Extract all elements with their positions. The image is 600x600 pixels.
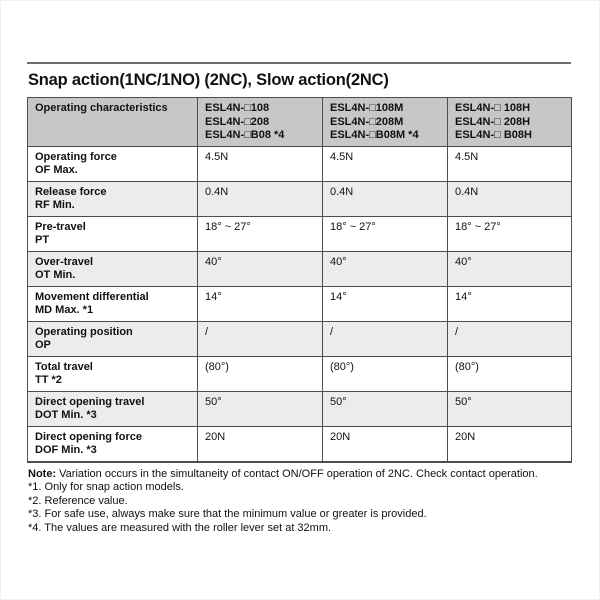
- value-cell: 50°: [323, 392, 448, 427]
- row-label: [28, 147, 198, 182]
- value-cell: 0.4N: [448, 182, 572, 217]
- document-content: [27, 62, 571, 535]
- value-cell: 50°: [448, 392, 572, 427]
- model-name: ESL4N-□B08 *4: [205, 129, 285, 141]
- row-release-force: [28, 182, 572, 217]
- header-operating-characteristics: Operating characteristics: [28, 98, 198, 147]
- model-name: ESL4N-□ 108H: [455, 102, 531, 114]
- value-cell: 4.5N: [448, 147, 572, 182]
- row-name: Operating force: [35, 151, 117, 163]
- row-label: [28, 392, 198, 427]
- row-abbr: DOF Min. *3: [35, 444, 97, 456]
- header-model-column-2: [323, 98, 448, 147]
- value-cell: 14°: [323, 287, 448, 322]
- row-direct-opening-force: [28, 427, 572, 463]
- row-abbr: DOT Min. *3: [35, 409, 97, 421]
- row-label: [28, 357, 198, 392]
- row-abbr: PT: [35, 234, 50, 246]
- footnote-3: *3. For safe use, always make sure that the minimum value or greater is provided.: [28, 508, 427, 521]
- row-direct-opening-travel: [28, 392, 572, 427]
- row-name: Over-travel: [35, 256, 94, 268]
- value-cell: /: [198, 322, 323, 357]
- value-cell: 40°: [448, 252, 572, 287]
- section-title: Snap action(1NC/1NO) (2NC), Slow action(2NC): [28, 71, 389, 89]
- row-pre-travel: [28, 217, 572, 252]
- value-cell: 4.5N: [323, 147, 448, 182]
- value-cell: 0.4N: [323, 182, 448, 217]
- row-name: Release force: [35, 186, 107, 198]
- value-cell: 14°: [448, 287, 572, 322]
- note-line: [28, 468, 571, 481]
- value-cell: 4.5N: [198, 147, 323, 182]
- value-cell: 0.4N: [198, 182, 323, 217]
- top-rule-divider: [27, 62, 571, 64]
- row-abbr: MD Max. *1: [35, 304, 94, 316]
- note-text: Variation occurs in the simultaneity of contact ON/OFF operation of 2NC. Check contact operation.: [56, 468, 538, 480]
- model-name: ESL4N-□208: [205, 115, 270, 128]
- row-abbr: TT *2: [35, 374, 62, 386]
- row-total-travel: [28, 357, 572, 392]
- value-cell: 18° ~ 27°: [198, 217, 323, 252]
- row-abbr: OT Min.: [35, 269, 76, 281]
- row-name: Direct opening travel: [35, 396, 145, 408]
- value-cell: (80°): [448, 357, 572, 392]
- header-model-column-3: [448, 98, 572, 147]
- row-name: Movement differential: [35, 291, 149, 303]
- value-cell: 20N: [198, 427, 323, 463]
- value-cell: 18° ~ 27°: [323, 217, 448, 252]
- row-abbr: RF Min.: [35, 199, 75, 211]
- model-name: ESL4N-□108M: [330, 102, 404, 114]
- footnotes: [28, 468, 571, 535]
- row-movement-differential: [28, 287, 572, 322]
- row-label: [28, 322, 198, 357]
- model-name: ESL4N-□ 208H: [455, 115, 531, 128]
- value-cell: 20N: [448, 427, 572, 463]
- value-cell: 40°: [198, 252, 323, 287]
- row-label: [28, 427, 198, 463]
- operating-characteristics-table: [27, 97, 572, 463]
- value-cell: (80°): [323, 357, 448, 392]
- row-name: Operating position: [35, 326, 133, 338]
- row-label: [28, 252, 198, 287]
- row-label: [28, 217, 198, 252]
- header-model-column-1: [198, 98, 323, 147]
- value-cell: 14°: [198, 287, 323, 322]
- row-abbr: OF Max.: [35, 164, 78, 176]
- value-cell: 40°: [323, 252, 448, 287]
- row-label: [28, 287, 198, 322]
- row-abbr: OP: [35, 339, 51, 351]
- row-operating-position: [28, 322, 572, 357]
- value-cell: (80°): [198, 357, 323, 392]
- header-row: [28, 98, 572, 147]
- value-cell: 50°: [198, 392, 323, 427]
- note-label: Note:: [28, 468, 57, 480]
- model-name: ESL4N-□108: [205, 102, 270, 114]
- footnote-2: *2. Reference value.: [28, 494, 128, 507]
- footnote-4: *4. The values are measured with the roller lever set at 32mm.: [28, 521, 332, 534]
- row-operating-force: [28, 147, 572, 182]
- value-cell: 20N: [323, 427, 448, 463]
- value-cell: /: [448, 322, 572, 357]
- row-name: Direct opening force: [35, 431, 142, 443]
- footnote-1: *1. Only for snap action models.: [28, 481, 184, 494]
- model-name: ESL4N-□208M: [330, 115, 404, 128]
- row-over-travel: [28, 252, 572, 287]
- row-name: Total travel: [35, 361, 93, 373]
- model-name: ESL4N-□B08M *4: [330, 129, 419, 141]
- model-name: ESL4N-□ B08H: [455, 129, 532, 141]
- row-label: [28, 182, 198, 217]
- value-cell: /: [323, 322, 448, 357]
- value-cell: 18° ~ 27°: [448, 217, 572, 252]
- row-name: Pre-travel: [35, 221, 86, 233]
